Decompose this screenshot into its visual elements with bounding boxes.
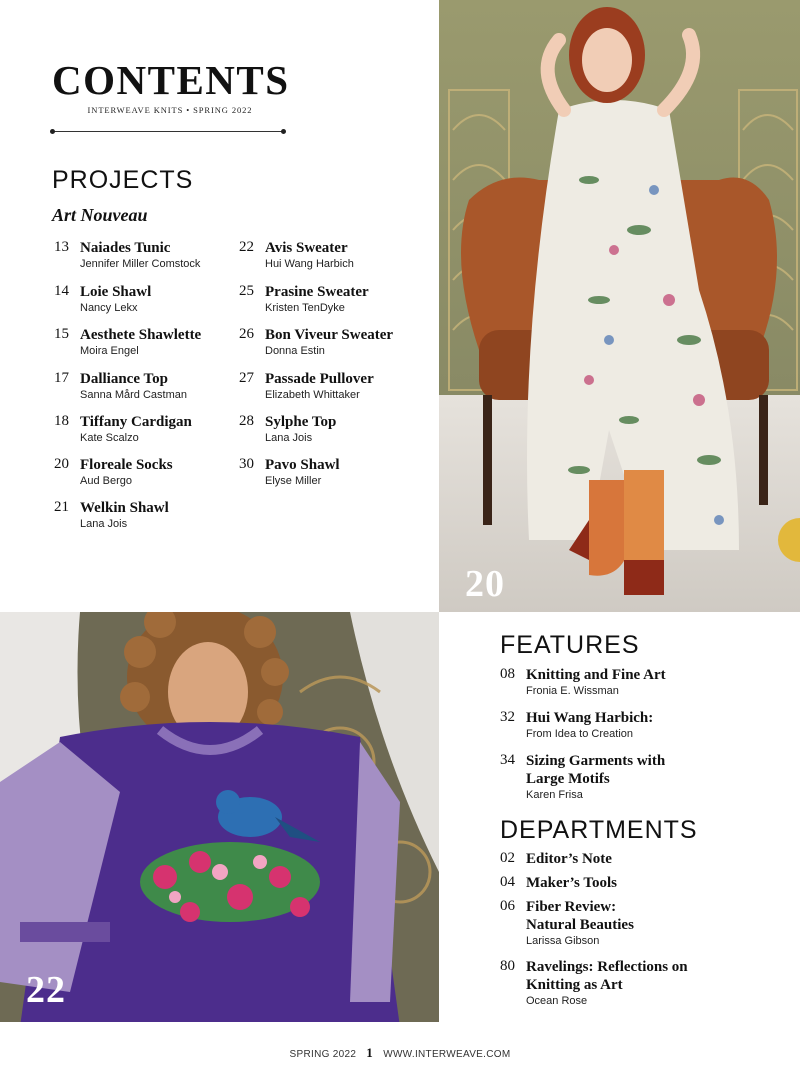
entry-page: 34 <box>500 752 515 768</box>
entry-title: Sizing Garments with <box>526 753 666 769</box>
features-heading: FEATURES <box>500 631 640 659</box>
footer-url[interactable]: WWW.INTERWEAVE.COM <box>383 1049 511 1060</box>
entry-title: Knitting and Fine Art <box>526 667 666 683</box>
entry-author: Kristen TenDyke <box>265 302 345 314</box>
entry-title: Prasine Sweater <box>265 284 369 300</box>
entry-title: Aesthete Shawlette <box>80 327 202 343</box>
entry-page: 27 <box>239 370 254 386</box>
entry-page: 21 <box>54 499 69 515</box>
entry-page: 17 <box>54 370 69 386</box>
entry-title: Welkin Shawl <box>80 500 169 516</box>
entry-page: 25 <box>239 283 254 299</box>
entry-page: 80 <box>500 958 515 974</box>
footer-issue: SPRING 2022 <box>289 1049 357 1060</box>
entry-page: 08 <box>500 666 515 682</box>
entry-title: Hui Wang Harbich: <box>526 710 654 726</box>
entry-author: Fronia E. Wissman <box>526 685 619 697</box>
photo-floreale-socks <box>439 0 800 612</box>
entry-author: Aud Bergo <box>80 475 132 487</box>
entry-title: Dalliance Top <box>80 371 168 387</box>
photo-avis-sweater <box>0 612 439 1022</box>
entry-title: Maker’s Tools <box>526 875 617 891</box>
footer-page-number: 1 <box>366 1045 374 1060</box>
entry-page: 22 <box>239 239 254 255</box>
entry-author: Lana Jois <box>265 432 313 444</box>
entry-page: 18 <box>54 413 69 429</box>
entry-title: Loie Shawl <box>80 284 152 300</box>
entry-title: Naiades Tunic <box>80 240 171 256</box>
divider-dot-right <box>281 129 286 134</box>
entry-page: 15 <box>54 326 69 342</box>
entry-title: Editor’s Note <box>526 851 612 867</box>
entry-title: Fiber Review: <box>526 899 617 915</box>
entry-author: Karen Frisa <box>526 789 583 801</box>
entry-page: 28 <box>239 413 254 429</box>
title-divider <box>52 131 284 132</box>
projects-heading: PROJECTS <box>52 166 194 194</box>
entry-author: Elizabeth Whittaker <box>265 389 360 401</box>
entry-author: Kate Scalzo <box>80 432 139 444</box>
entry-page: 04 <box>500 874 515 890</box>
entry-title-line2: Knitting as Art <box>526 977 623 993</box>
entry-author: Ocean Rose <box>526 995 588 1007</box>
entry-title: Sylphe Top <box>265 414 337 430</box>
entry-subtitle: From Idea to Creation <box>526 728 633 740</box>
entry-title: Avis Sweater <box>265 240 348 256</box>
entry-author: Lana Jois <box>80 518 128 530</box>
entry-author: Sanna Mård Castman <box>80 389 187 401</box>
entry-title-line2: Natural Beauties <box>526 917 634 933</box>
divider-dot-left <box>50 129 55 134</box>
projects-category: Art Nouveau <box>52 205 148 225</box>
issue-subtitle: INTERWEAVE KNITS • SPRING 2022 <box>87 105 253 115</box>
entry-author: Jennifer Miller Comstock <box>80 258 201 270</box>
photo-illustration <box>0 612 439 1022</box>
entry-page: 14 <box>54 283 69 299</box>
entry-author: Donna Estin <box>265 345 325 357</box>
entry-page: 13 <box>54 239 69 255</box>
entry-author: Hui Wang Harbich <box>265 258 354 270</box>
entry-title: Tiffany Cardigan <box>80 414 192 430</box>
entry-author: Larissa Gibson <box>526 935 600 947</box>
entry-page: 30 <box>239 456 254 472</box>
departments-heading: DEPARTMENTS <box>500 816 698 844</box>
entry-page: 20 <box>54 456 69 472</box>
entry-title: Pavo Shawl <box>265 457 340 473</box>
entry-page: 02 <box>500 850 515 866</box>
masthead <box>52 57 290 115</box>
photo-page-number: 20 <box>465 563 505 605</box>
entry-title-line2: Large Motifs <box>526 771 610 787</box>
entry-title: Passade Pullover <box>265 371 374 387</box>
entry-author: Nancy Lekx <box>80 302 138 314</box>
entry-page: 32 <box>500 709 515 725</box>
page-title: CONTENTS <box>52 57 290 103</box>
page-footer <box>0 1045 800 1061</box>
entry-title: Floreale Socks <box>80 457 173 473</box>
entry-title: Bon Viveur Sweater <box>265 327 394 343</box>
entry-page: 06 <box>500 898 515 914</box>
photo-page-number: 22 <box>26 969 66 1011</box>
entry-page: 26 <box>239 326 254 342</box>
entry-author: Elyse Miller <box>265 475 322 487</box>
entry-title: Ravelings: Reflections on <box>526 959 688 975</box>
entry-author: Moira Engel <box>80 345 139 357</box>
photo-illustration <box>439 0 800 612</box>
